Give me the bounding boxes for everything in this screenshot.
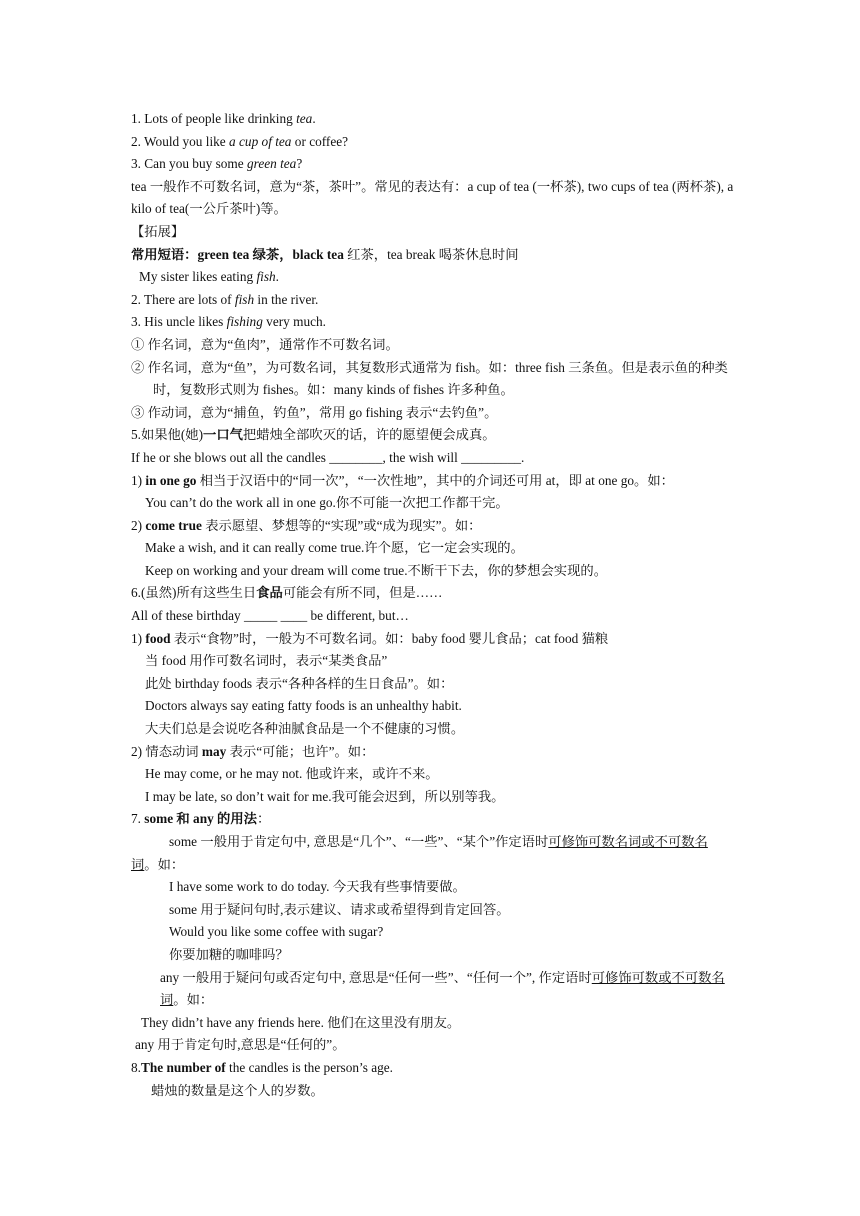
come-true-example-1: Make a wish, and it can really come true.许个愿，它一定会实现的。 [145,540,524,556]
food-countable-note: 当 food 用作可数名词时，表示“某类食品” [145,653,388,669]
item-8-translation: 蜡烛的数量是这个人的岁数。 [151,1082,324,1098]
may-example-2: I may be late, so don’t wait for me.我可能会迟到，所以别等我。 [145,788,505,804]
some-question-note: some 用于疑问句时,表示建议、请求或希望得到肯定回答。 [169,901,510,917]
common-phrases: 常用短语：green tea 绿茶，black tea 红茶，tea break 喝茶休息时间 [131,246,519,262]
any-example: They didn’t have any friends here. 他们在这里没有朋友。 [141,1014,461,1030]
example-line-tea-2: 2. Would you like a cup of tea or coffee? [131,133,349,149]
come-true-example-2: Keep on working and your dream will come true.不断干下去，你的梦想会实现的。 [145,562,607,578]
some-usage: some 一般用于肯定句中, 意思是“几个”、“一些”、“某个”作定语时可修饰可数名词或不可数名词。如： [131,834,708,872]
example-line-tea-3: 3. Can you buy some green tea? [131,156,303,172]
in-one-go-note: 1) in one go 相当于汉语中的“同一次”，“一次性地”，其中的介词还可用 at，即 at one go。如： [131,472,674,488]
may-note: 2) 情态动词 may 表示“可能；也许”。如： [131,743,375,759]
any-usage: any 一般用于疑问句或否定句中, 意思是“任何一些”、“任何一个”, 作定语时可修饰可数或不可数名词。如： [160,969,725,1008]
tea-explanation: tea 一般作不可数名词，意为“茶，茶叶”。常见的表达有：a cup of tea (一杯茶), two cups of tea (两杯茶), a kilo of tea(一公斤茶叶)等。 [131,178,734,217]
in-one-go-example: You can’t do the work all in one go.你不可能一次把工作都干完。 [145,495,509,511]
may-example-1: He may come, or he may not. 他或许来，或许不来。 [145,766,439,782]
example-line-fish-3: 3. His uncle likes fishing very much. [131,314,327,330]
some-example-1: I have some work to do today. 今天我有些事情要做。 [169,879,466,895]
come-true-note: 2) come true 表示愿望、梦想等的“实现”或“成为现实”。如： [131,517,482,533]
item-5-sentence: If he or she blows out all the candles ________, the wish will _________. [131,449,525,465]
food-note: 1) food 表示“食物”时，一般为不可数名词。如：baby food 婴儿食品；cat food 猫粮 [131,630,609,646]
item-6-sentence: All of these birthday _____ ____ be different, but… [131,608,409,624]
example-line-tea-1: 1. Lots of people like drinking tea. [131,111,316,126]
food-example-zh: 大夫们总是会说吃各种油腻食品是一个不健康的习惯。 [145,721,465,737]
some-example-2-zh: 你要加糖的咖啡吗？ [169,946,289,962]
food-example-en: Doctors always say eating fatty foods is an unhealthy habit. [145,698,462,714]
example-line-fish-2: 2. There are lots of fish in the river. [131,291,319,307]
fish-meaning-2: ② 作名词，意为“鱼”，为可数名词，其复数形式通常为 fish。如：three fish 三条鱼。但是表示鱼的种类时，复数形式则为 fishes。如：many kinds of fishes 许多种鱼。 [131,359,728,398]
item-7-heading: 7. some 和 any 的用法： [131,811,271,827]
item-8-sentence: 8.The number of the candles is the person’s age. [131,1059,393,1075]
some-example-2-en: Would you like some coffee with sugar? [169,924,384,940]
fish-meaning-1: ① 作名词，意为“鱼肉”，通常作不可数名词。 [131,336,399,352]
fish-meaning-3: ③ 作动词，意为“捕鱼，钓鱼”，常用 go fishing 表示“去钓鱼”。 [131,404,498,420]
example-line-fish-1: My sister likes eating fish. [139,269,279,285]
any-affirmative-note: any 用于肯定句时,意思是“任何的”。 [135,1037,346,1053]
extension-heading: 【拓展】 [131,223,185,239]
item-6-heading: 6.(虽然)所有这些生日食品可能会有所不同，但是…… [131,585,443,601]
item-5-heading: 5.如果他(她)一口气把蜡烛全部吹灭的话，许的愿望便会成真。 [131,427,496,443]
document-body [131,108,734,1102]
birthday-foods-note: 此处 birthday foods 表示“各种各样的生日食品”。如： [145,675,454,691]
